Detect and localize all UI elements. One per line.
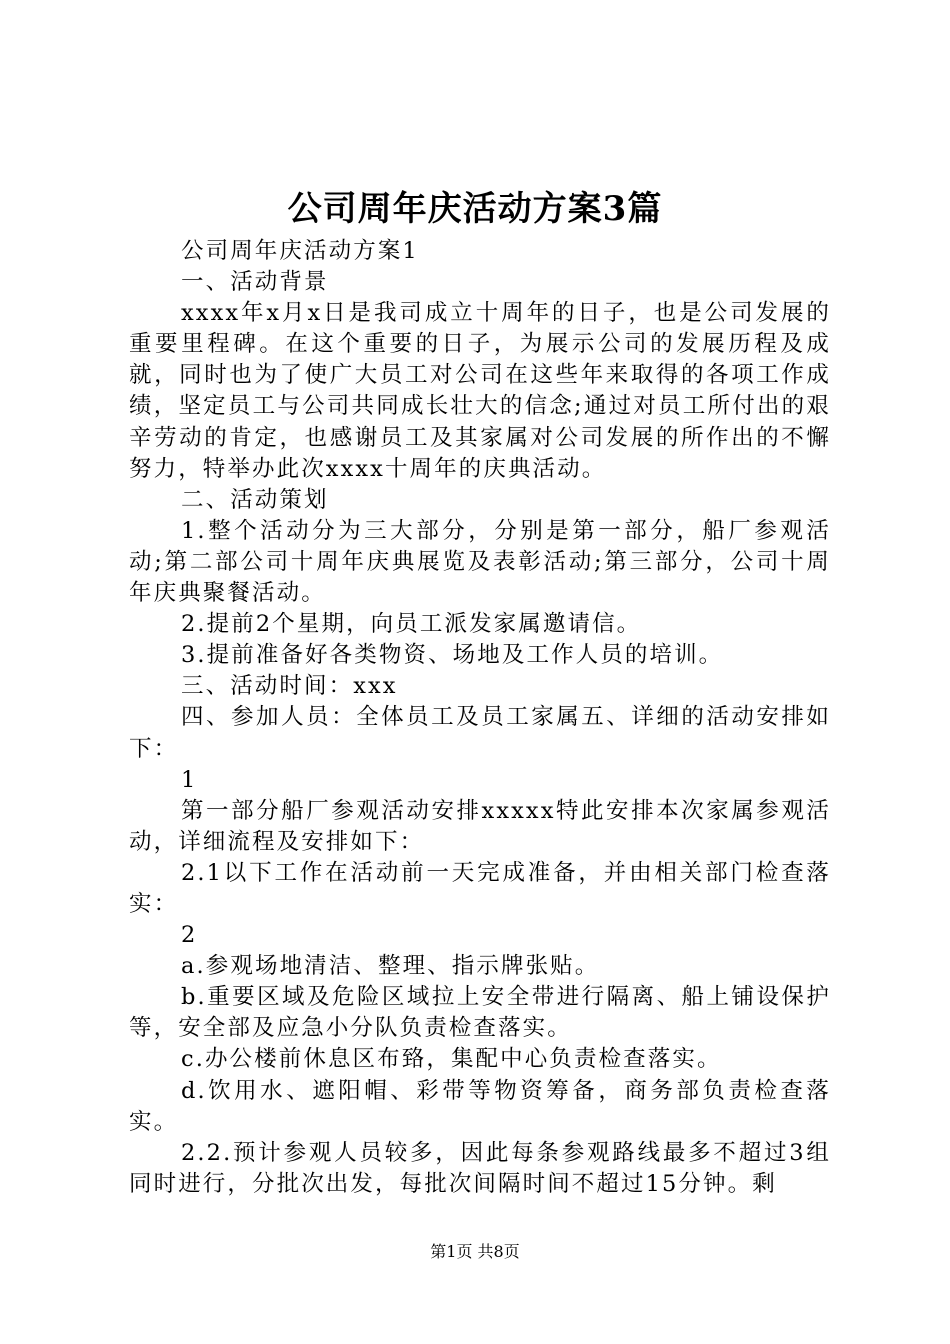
paragraph: 1.整个活动分为三大部分，分别是第一部分，船厂参观活动;第二部公司十周年庆典展览及表彰活动;第三部分，公司十周年庆典聚餐活动。 [129, 517, 831, 607]
paragraph: 四、参加人员：全体员工及员工家属五、详细的活动安排如下： [129, 704, 831, 762]
paragraph: 公司周年庆活动方案1 [181, 238, 419, 264]
document-body [129, 236, 831, 1200]
paragraph: 1 [181, 766, 198, 793]
paragraph: 3.提前准备好各类物资、场地及工作人员的培训。 [181, 642, 724, 669]
paragraph: 2.2.预计参观人员较多，因此每条参观路线最多不超过3组同时进行，分批次出发，每批次间隔时间不超过15分钟。剩 [129, 1139, 831, 1197]
document-title: 公司周年庆活动方案3篇 [287, 189, 663, 229]
paragraph: d.饮用水、遮阳帽、彩带等物资筹备，商务部负责检查落实。 [129, 1077, 831, 1135]
paragraph: 二、活动策划 [181, 486, 329, 513]
paragraph: xxxx年x月x日是我司成立十周年的日子，也是公司发展的重要里程碑。在这个重要的日子，为展示公司的发展历程及成就，同时也为了使广大员工对公司在这些年来取得的各项工作成绩，坚定员工与公司共同成长壮大的信念;通过对员工所付出的艰辛劳动的肯定，也感谢员工及其家属对公司发展的所作出的不懈努力，特举办此次xxxx十周年的庆典活动。 [129, 300, 831, 482]
paragraph: 三、活动时间：xxx [181, 673, 398, 700]
paragraph: a.参观场地清洁、整理、指示牌张贴。 [181, 953, 600, 980]
paragraph: 2 [181, 922, 198, 949]
paragraph: 一、活动背景 [181, 269, 329, 296]
paragraph: 2.1以下工作在活动前一天完成准备，并由相关部门检查落实： [129, 859, 831, 917]
paragraph: 2.提前2个星期，向员工派发家属邀请信。 [181, 611, 642, 638]
paragraph: 第一部分船厂参观活动安排xxxxx特此安排本次家属参观活动，详细流程及安排如下： [129, 797, 831, 855]
paragraph: b.重要区域及危险区域拉上安全带进行隔离、船上铺设保护等，安全部及应急小分队负责检查落实。 [129, 984, 831, 1042]
paragraph: c.办公楼前休息区布臵，集配中心负责检查落实。 [181, 1046, 722, 1073]
page-footer: 第1页 共8页 [430, 1242, 520, 1261]
